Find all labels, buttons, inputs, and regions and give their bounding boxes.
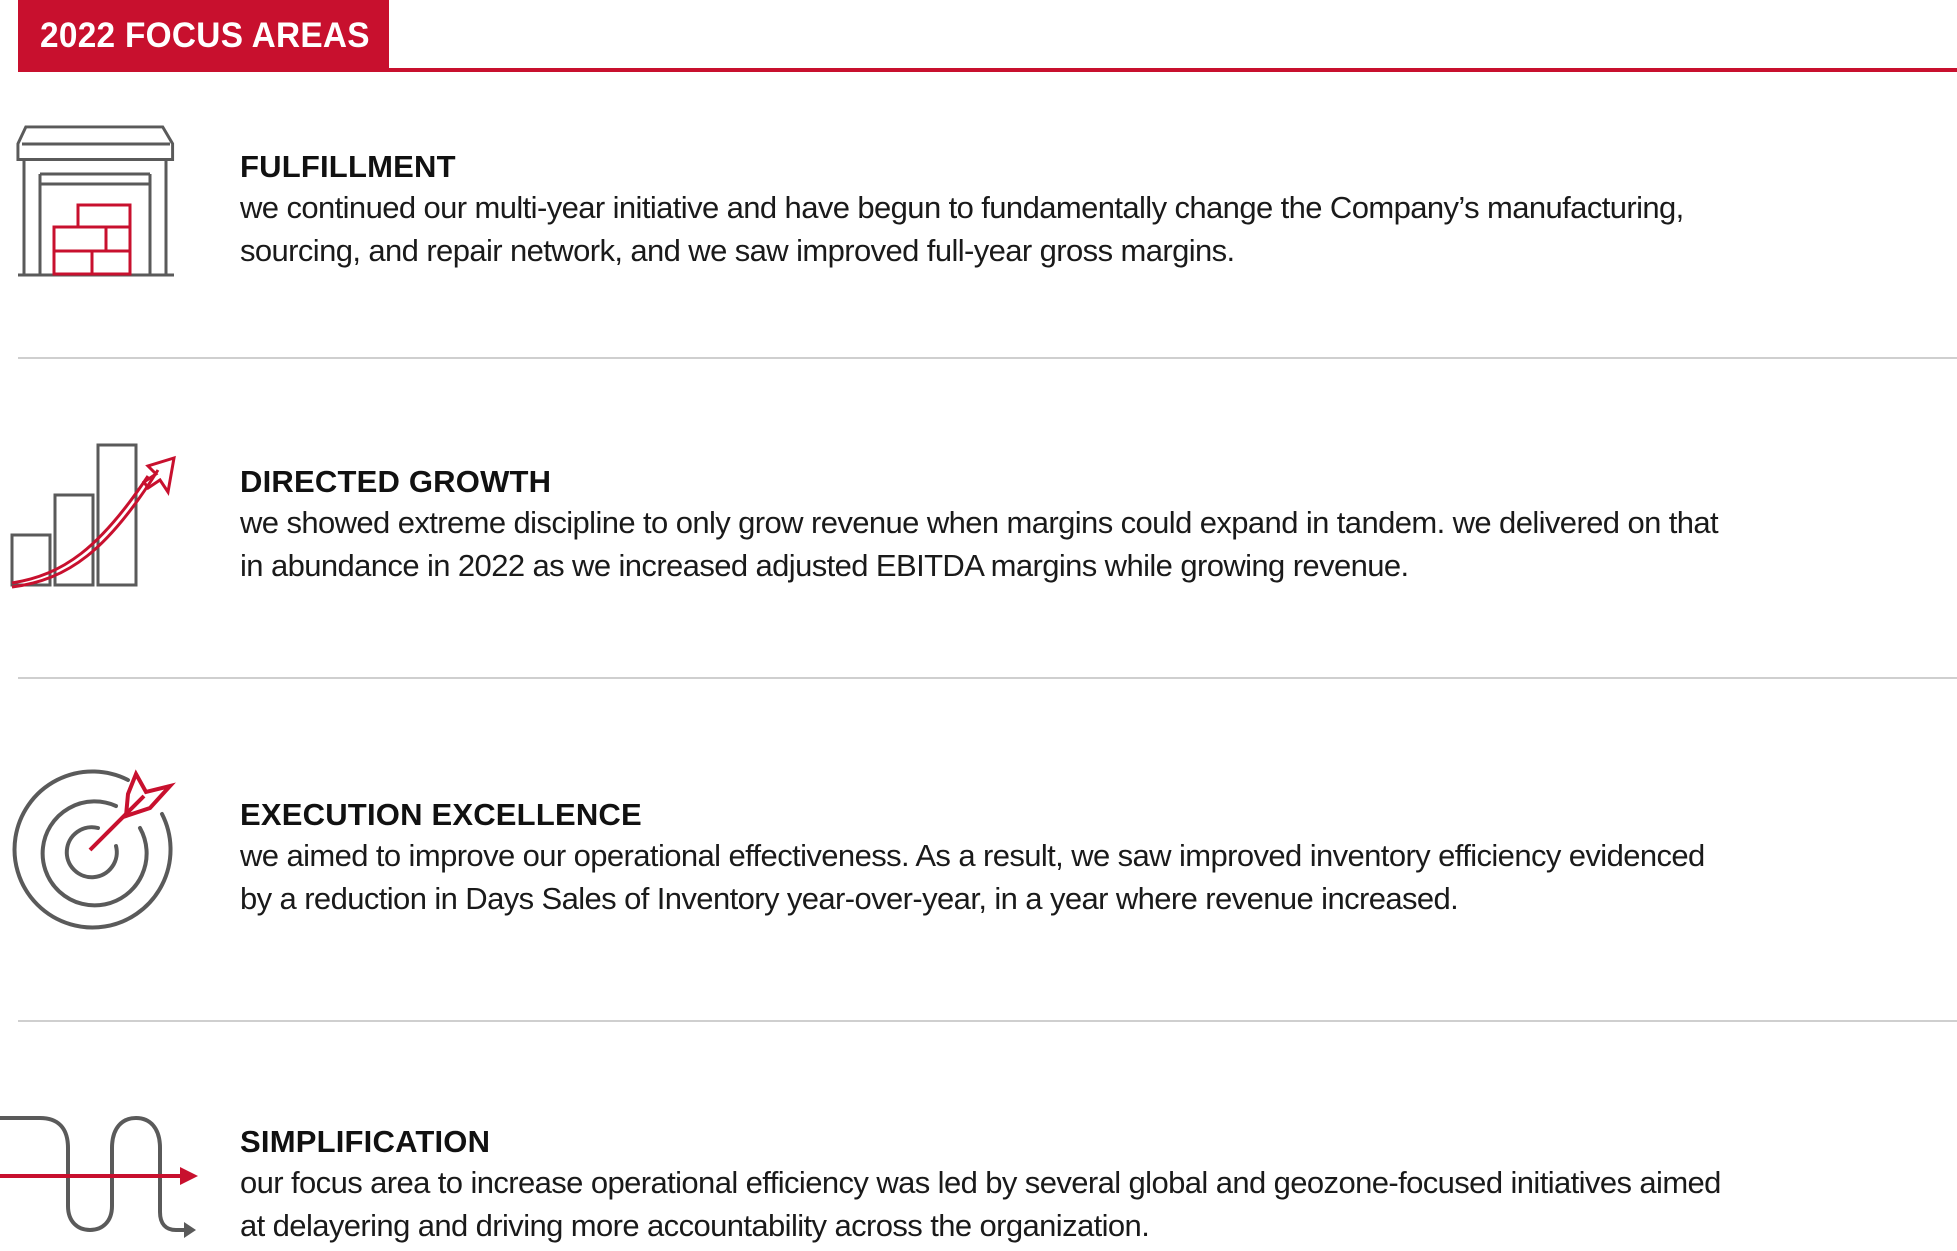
simplification-path-icon <box>0 1112 200 1242</box>
description-line: sourcing, and repair network, and we saw improved full-year gross margins. <box>240 233 1235 268</box>
item-description-directed-growth <box>240 501 1940 587</box>
section-title: 2022 FOCUS AREAS <box>40 16 370 55</box>
item-description-fulfillment <box>240 186 1940 272</box>
section-divider <box>18 677 1957 679</box>
item-title-directed-growth: DIRECTED GROWTH <box>240 464 552 499</box>
section-divider <box>18 1020 1957 1022</box>
description-line: we continued our multi-year initiative and have begun to fundamentally change the Company’s manufacturing, <box>240 190 1684 225</box>
description-line: our focus area to increase operational efficiency was led by several global and geozone-focused initiatives aimed <box>240 1165 1721 1200</box>
description-line: in abundance in 2022 as we increased adjusted EBITDA margins while growing revenue. <box>240 548 1409 583</box>
section-divider <box>18 357 1957 359</box>
item-title-fulfillment: FULFILLMENT <box>240 149 456 184</box>
item-title-simplification: SIMPLIFICATION <box>240 1124 491 1159</box>
description-line: we showed extreme discipline to only grow revenue when margins could expand in tandem. we delivered on that <box>240 505 1719 540</box>
warehouse-icon <box>16 122 176 282</box>
description-line: by a reduction in Days Sales of Inventory year-over-year, in a year where revenue increased. <box>240 881 1459 916</box>
growth-chart-icon <box>8 440 180 592</box>
description-line: at delayering and driving more accountability across the organization. <box>240 1208 1150 1243</box>
section-header-tab <box>18 0 389 70</box>
header-rule <box>18 68 1957 72</box>
target-icon <box>12 762 182 932</box>
item-title-execution-excellence: EXECUTION EXCELLENCE <box>240 797 642 832</box>
item-description-execution-excellence <box>240 834 1940 920</box>
description-line: we aimed to improve our operational effectiveness. As a result, we saw improved inventory efficiency evidenced <box>240 838 1705 873</box>
item-description-simplification <box>240 1161 1940 1247</box>
